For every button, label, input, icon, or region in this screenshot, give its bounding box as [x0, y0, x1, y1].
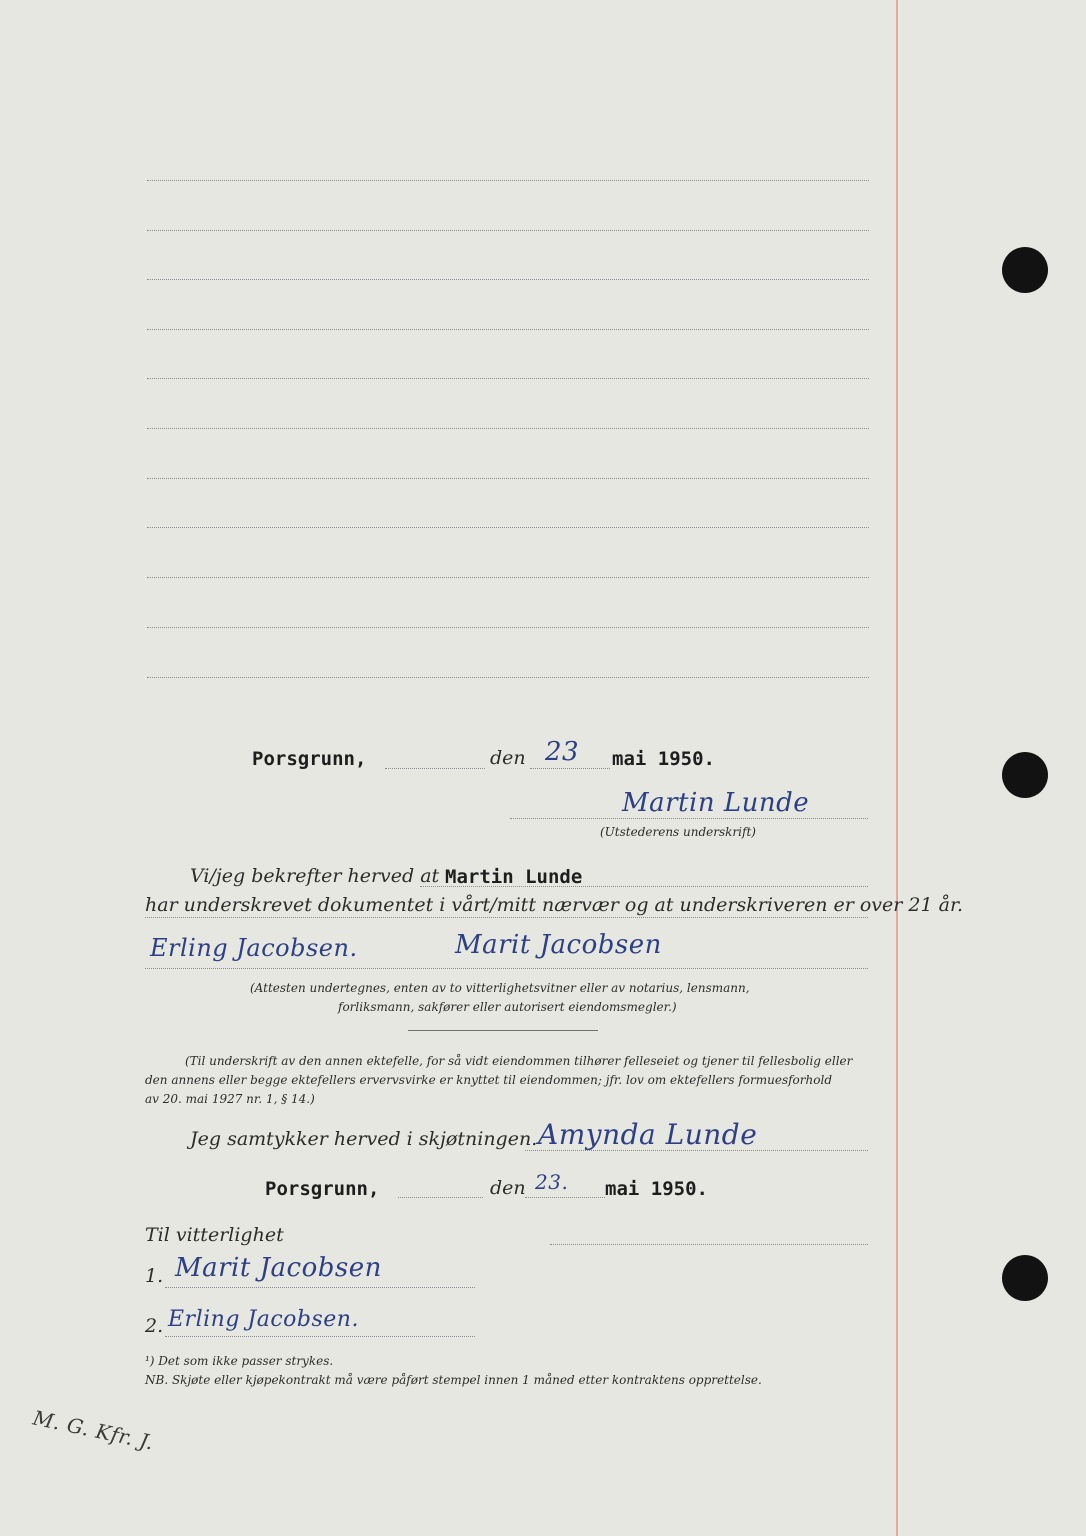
punch-hole-middle	[1002, 752, 1048, 798]
blank-line	[530, 768, 610, 769]
margin-line	[896, 0, 898, 1536]
blank-line	[147, 577, 869, 578]
witness-number-1: 1.	[145, 1265, 164, 1287]
date-day-1: 23	[545, 737, 580, 767]
blank-line	[147, 478, 869, 479]
date-day-2: 23.	[535, 1170, 569, 1194]
blank-line	[145, 917, 868, 918]
spouse-note-2: den annens eller begge ektefellers ervervsvirke er knyttet til eiendommen; jfr. lov om ektefellers formuesforhold	[145, 1073, 832, 1087]
attestation-text-2: har underskrevet dokumentet i vårt/mitt nærvær og at underskriveren er over 21 år.	[145, 894, 963, 916]
signature-line	[510, 818, 868, 819]
place-1: Porsgrunn,	[252, 748, 367, 770]
blank-line	[147, 527, 869, 528]
divider	[408, 1030, 598, 1031]
spouse-note-3: av 20. mai 1927 nr. 1, § 14.)	[145, 1092, 315, 1106]
blank-line	[147, 230, 869, 231]
blank-line	[147, 279, 869, 280]
attestation-text-1: Vi/jeg bekrefter herved at	[190, 865, 440, 887]
witness-heading: Til vitterlighet	[145, 1224, 284, 1246]
blank-line	[525, 1197, 605, 1198]
blank-line	[385, 768, 485, 769]
witness-signature-4: Erling Jacobsen.	[168, 1307, 359, 1332]
spouse-note-1: (Til underskrift av den annen ektefelle, for så vidt eiendommen tilhører felleseiet og tjener til fellesbolig eller	[185, 1054, 853, 1068]
footnote-1: ¹) Det som ikke passer strykes.	[145, 1354, 334, 1368]
blank-line	[165, 1287, 475, 1288]
month-year-2: mai 1950.	[605, 1178, 708, 1200]
blank-line	[165, 1336, 475, 1337]
blank-line	[145, 968, 868, 969]
issuer-caption: (Utstederens underskrift)	[600, 825, 756, 839]
witness-number-2: 2.	[145, 1315, 164, 1337]
spouse-signature: Amynda Lunde	[538, 1118, 758, 1151]
punch-hole-top	[1002, 247, 1048, 293]
blank-line	[147, 677, 869, 678]
consent-text: Jeg samtykker herved i skjøtningen.	[190, 1128, 538, 1150]
blank-line	[147, 329, 869, 330]
witness-signature-2: Marit Jacobsen	[455, 930, 662, 960]
issuer-signature: Martin Lunde	[622, 788, 810, 818]
blank-line	[147, 378, 869, 379]
margin-handwritten-mark: M. G. Kfr. J.	[30, 1405, 157, 1455]
blank-line	[147, 627, 869, 628]
footnote-2: NB. Skjøte eller kjøpekontrakt må være påført stempel innen 1 måned etter kontraktens opprettelse.	[145, 1373, 762, 1387]
month-year-1: mai 1950.	[612, 748, 715, 770]
witness-signature-3: Marit Jacobsen	[175, 1253, 382, 1283]
signature-line	[550, 1244, 868, 1245]
blank-line	[147, 428, 869, 429]
punch-hole-bottom	[1002, 1255, 1048, 1301]
attestation-note-2: forliksmann, sakfører eller autorisert eiendomsmegler.)	[338, 1000, 677, 1014]
blank-line	[147, 180, 869, 181]
den-label-1: den	[490, 747, 526, 769]
attestation-note-1: (Attesten undertegnes, enten av to vitterlighetsvitner eller av notarius, lensmann,	[250, 981, 750, 995]
place-2: Porsgrunn,	[265, 1178, 380, 1200]
attested-name: Martin Lunde	[445, 866, 583, 888]
signature-line	[525, 1150, 868, 1151]
blank-line	[398, 1197, 483, 1198]
witness-signature-1: Erling Jacobsen.	[150, 934, 358, 962]
blank-line	[420, 886, 868, 887]
den-label-2: den	[490, 1177, 526, 1199]
